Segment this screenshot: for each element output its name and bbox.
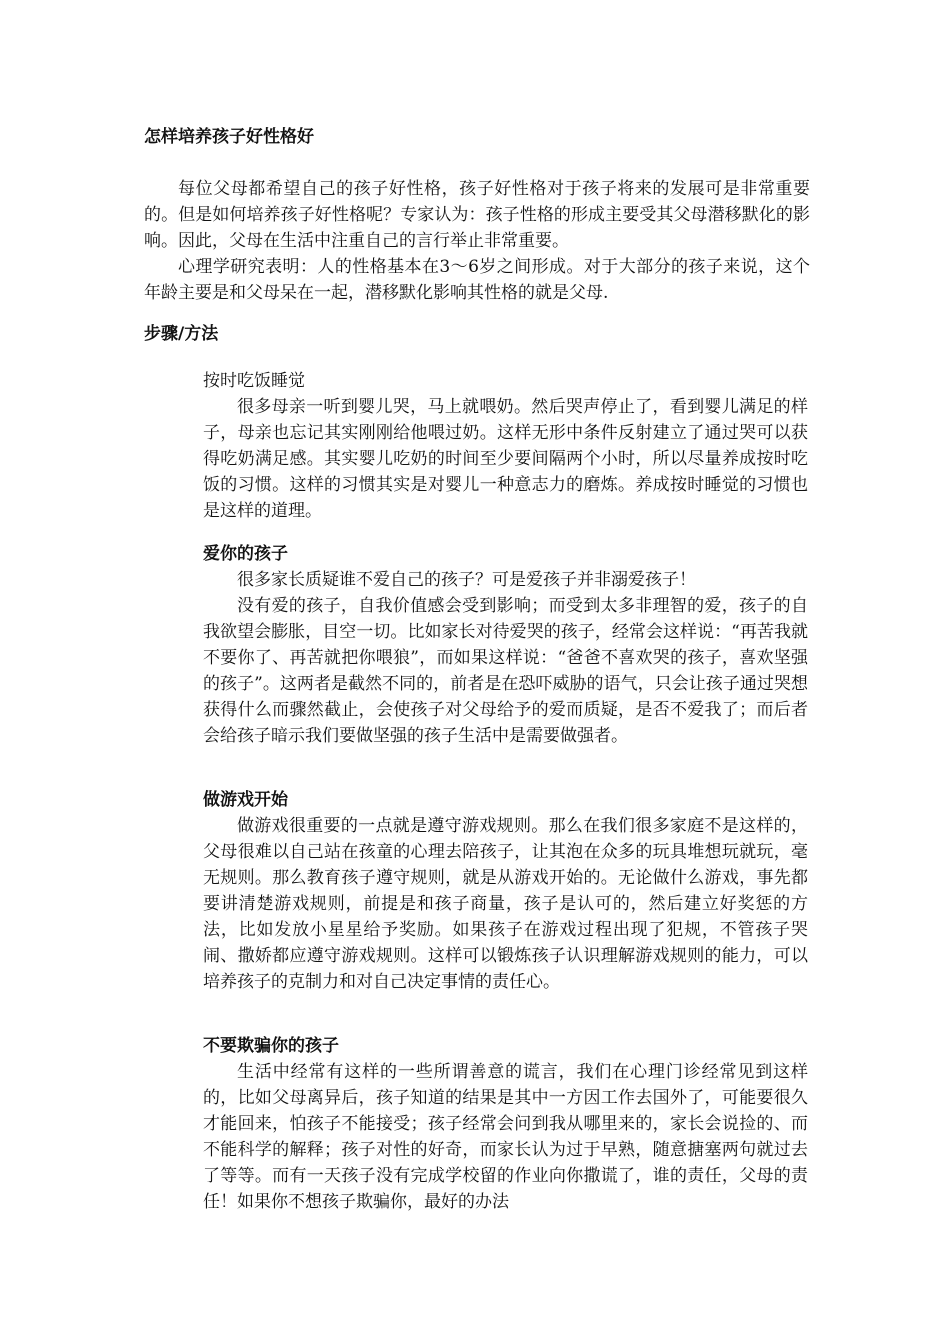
- section-love-child: [203, 541, 808, 749]
- section-paragraph: 很多母亲一听到婴儿哭，马上就喂奶。然后哭声停止了，看到婴儿满足的样子，母亲也忘记其实刚刚给他喂过奶。这样无形中条件反射建立了通过哭可以获得吃奶满足感。其实婴儿吃奶的时间至少要间隔两个小时，所以尽量养成按时吃饭的习惯。这样的习惯其实是对婴儿一种意志力的磨炼。养成按时睡觉的习惯也是这样的道理。: [203, 397, 808, 521]
- section-no-lying: [203, 1033, 808, 1213]
- section-paragraph: 生活中经常有这样的一些所谓善意的谎言，我们在心理门诊经常见到这样的，比如父母离异后，孩子知道的结果是其中一方因工作去国外了，可能要很久才能回来，怕孩子不能接受；孩子经常会问到我从哪里来的，家长会说捡的、而不能科学的解释；孩子对性的好奇，而家长认为过于早熟，随意搪塞两句就过去了等等。而有一天孩子没有完成学校留的作业向你撒谎了，谁的责任，父母的责任！如果你不想孩子欺骗你，最好的办法: [203, 1062, 808, 1212]
- section-meal-sleep: [203, 368, 808, 524]
- section-title: 爱你的孩子: [203, 544, 288, 564]
- section-paragraph: 做游戏很重要的一点就是遵守游戏规则。那么在我们很多家庭不是这样的，父母很难以自己站在孩童的心理去陪孩子，让其泡在众多的玩具堆想玩就玩，毫无规则。那么教育孩子遵守规则，就是从游戏开始的。无论做什么游戏，事先都要讲清楚游戏规则，前提是和孩子商量，孩子是认可的，然后建立好奖惩的方法，比如发放小星星给予奖励。如果孩子在游戏过程出现了犯规，不管孩子哭闹、撒娇都应遵守游戏规则。这样可以锻炼孩子认识理解游戏规则的能力，可以培养孩子的克制力和对自己决定事情的责任心。: [203, 816, 808, 992]
- intro-section: [144, 176, 810, 306]
- section-title: 不要欺骗你的孩子: [203, 1036, 339, 1056]
- section-paragraph: 没有爱的孩子，自我价值感会受到影响；而受到太多非理智的爱，孩子的自我欲望会膨胀，目空一切。比如家长对待爱哭的孩子，经常会这样说：“再苦我就不要你了、再苦就把你喂狼”，而如果这样说：“爸爸不喜欢哭的孩子，喜欢坚强的孩子”。这两者是截然不同的，前者是在恐吓威胁的语气，只会让孩子通过哭想获得什么而骤然截止，会使孩子对父母给予的爱而质疑，是否不爱我了；而后者会给孩子暗示我们要做坚强的孩子生活中是需要做强者。: [203, 596, 808, 746]
- steps-heading: 步骤/方法: [144, 324, 219, 344]
- section-title: 按时吃饭睡觉: [203, 371, 305, 391]
- intro-paragraph: 每位父母都希望自己的孩子好性格，孩子好性格对于孩子将来的发展可是非常重要的。但是如何培养孩子好性格呢？专家认为：孩子性格的形成主要受其父母潜移默化的影响。因此，父母在生活中注重自己的言行举止非常重要。: [144, 179, 810, 251]
- intro-paragraph: 心理学研究表明：人的性格基本在3～6岁之间形成。对于大部分的孩子来说，这个年龄主要是和父母呆在一起，潜移默化影响其性格的就是父母.: [144, 257, 810, 303]
- section-games: [203, 787, 808, 995]
- document-title: 怎样培养孩子好性格好: [144, 127, 314, 147]
- section-paragraph: 很多家长质疑谁不爱自己的孩子？可是爱孩子并非溺爱孩子！: [237, 570, 696, 590]
- section-title: 做游戏开始: [203, 790, 288, 810]
